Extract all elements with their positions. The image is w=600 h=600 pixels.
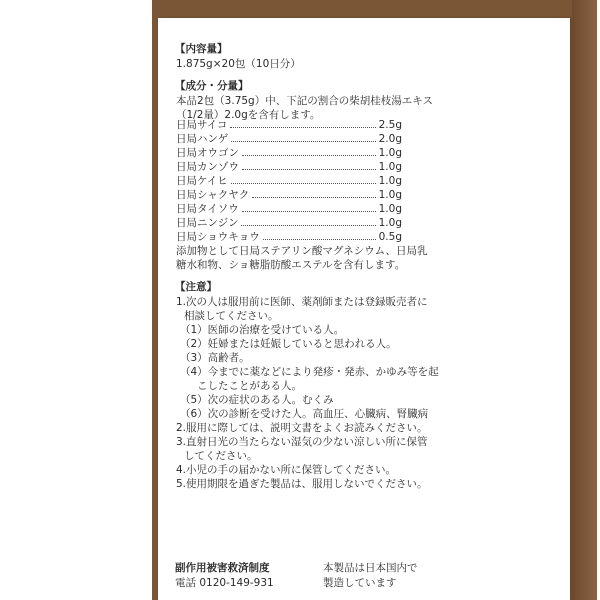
notice-line: （4）今までに薬などにより発疹・発赤、かゆみ等を起 xyxy=(180,366,439,378)
notice-line: （1）医師の治療を受けている人。 xyxy=(180,324,345,336)
ingredient-amount: 1.0g xyxy=(378,161,402,173)
made-in-japan-line2: 製造しています xyxy=(323,577,397,589)
leader-dots xyxy=(242,168,376,170)
ingredient-amount: 0.5g xyxy=(378,231,402,243)
relief-system-phone: 電話 0120-149-931 xyxy=(175,577,274,589)
ingredient-name: 日局ハンゲ xyxy=(176,133,229,145)
ingredient-row xyxy=(176,160,402,174)
ingredient-amount: 1.0g xyxy=(378,175,402,187)
ingredient-name: 日局サイコ xyxy=(176,119,228,131)
additives-line2: 糖水和物、ショ糖脂肪酸エステルを含有します。 xyxy=(176,259,406,271)
notice-line: （5）次の症状のある人。むくみ xyxy=(180,394,334,406)
notice-line: 相談してください。 xyxy=(184,310,279,322)
ingredient-amount: 2.5g xyxy=(378,119,402,131)
ingredient-row xyxy=(176,230,402,244)
relief-system-title: 副作用被害救済制度 xyxy=(175,562,270,574)
leader-dots xyxy=(252,196,375,198)
ingredient-name: 日局ケイヒ xyxy=(176,175,228,187)
ingredient-row xyxy=(176,174,402,188)
ingredient-amount: 2.0g xyxy=(378,133,402,145)
notice-heading: 【注意】 xyxy=(175,281,217,293)
leader-dots xyxy=(230,126,375,128)
ingredient-amount: 1.0g xyxy=(378,217,402,229)
ingredient-name: 日局ニンジン xyxy=(176,217,239,229)
ingredient-row xyxy=(176,146,402,160)
ingredient-name: 日局タイソウ xyxy=(176,203,239,215)
ingredients-heading: 【成分・分量】 xyxy=(175,80,249,92)
ingredient-amount: 1.0g xyxy=(378,147,402,159)
notice-line: 4.小児の手の届かない所に保管してください。 xyxy=(176,464,397,476)
notice-line: 5.使用期限を過ぎた製品は、服用しないでください。 xyxy=(176,478,428,490)
contents-heading: 【内容量】 xyxy=(175,43,228,55)
leader-dots xyxy=(263,238,376,240)
product-box-edge xyxy=(572,0,597,600)
notice-line: （6）次の診断を受けた人。高血圧、心臓病、腎臓病 xyxy=(180,408,429,420)
notice-line: 3.直射日光の当たらない湿気の少ない涼しい所に保管 xyxy=(176,436,428,448)
ingredient-row xyxy=(176,202,402,216)
ingredients-intro-line1: 本品2包（3.75g）中、下記の割合の柴胡桂枝湯エキス xyxy=(176,95,434,107)
notice-line: してください。 xyxy=(184,450,258,462)
leader-dots xyxy=(241,224,375,226)
ingredients-intro-line2: （1/2量）2.0gを含有します。 xyxy=(176,109,321,121)
ingredient-row xyxy=(176,132,402,146)
additives-line1: 添加物として日局ステアリン酸マグネシウム、日局乳 xyxy=(176,245,428,257)
ingredient-name: 日局カンゾウ xyxy=(176,161,239,173)
notice-line: （3）高齢者。 xyxy=(180,352,250,364)
notice-line: こしたことがある人。 xyxy=(197,380,302,392)
leader-dots xyxy=(231,140,375,142)
ingredient-amount: 1.0g xyxy=(378,189,402,201)
ingredient-name: 日局ショウキョウ xyxy=(176,231,260,243)
made-in-japan-line1: 本製品は日本国内で xyxy=(323,562,418,574)
contents-amount: 1.875g×20包（10日分） xyxy=(176,58,301,70)
notice-line: 1.次の人は服用前に医師、薬剤師または登録販売者に xyxy=(176,296,428,308)
leader-dots xyxy=(242,154,376,156)
notice-line: 2.服用に際しては、説明文書をよくお読みください。 xyxy=(176,422,428,434)
ingredient-name: 日局オウゴン xyxy=(176,147,239,159)
ingredient-row xyxy=(176,118,402,132)
ingredient-amount: 1.0g xyxy=(378,203,402,215)
notice-line: （2）妊婦または妊娠していると思われる人。 xyxy=(180,338,397,350)
ingredient-name: 日局シャクヤク xyxy=(176,189,250,201)
leader-dots xyxy=(231,182,376,184)
leader-dots xyxy=(242,210,376,212)
ingredient-row xyxy=(176,216,402,230)
ingredient-row xyxy=(176,188,402,202)
